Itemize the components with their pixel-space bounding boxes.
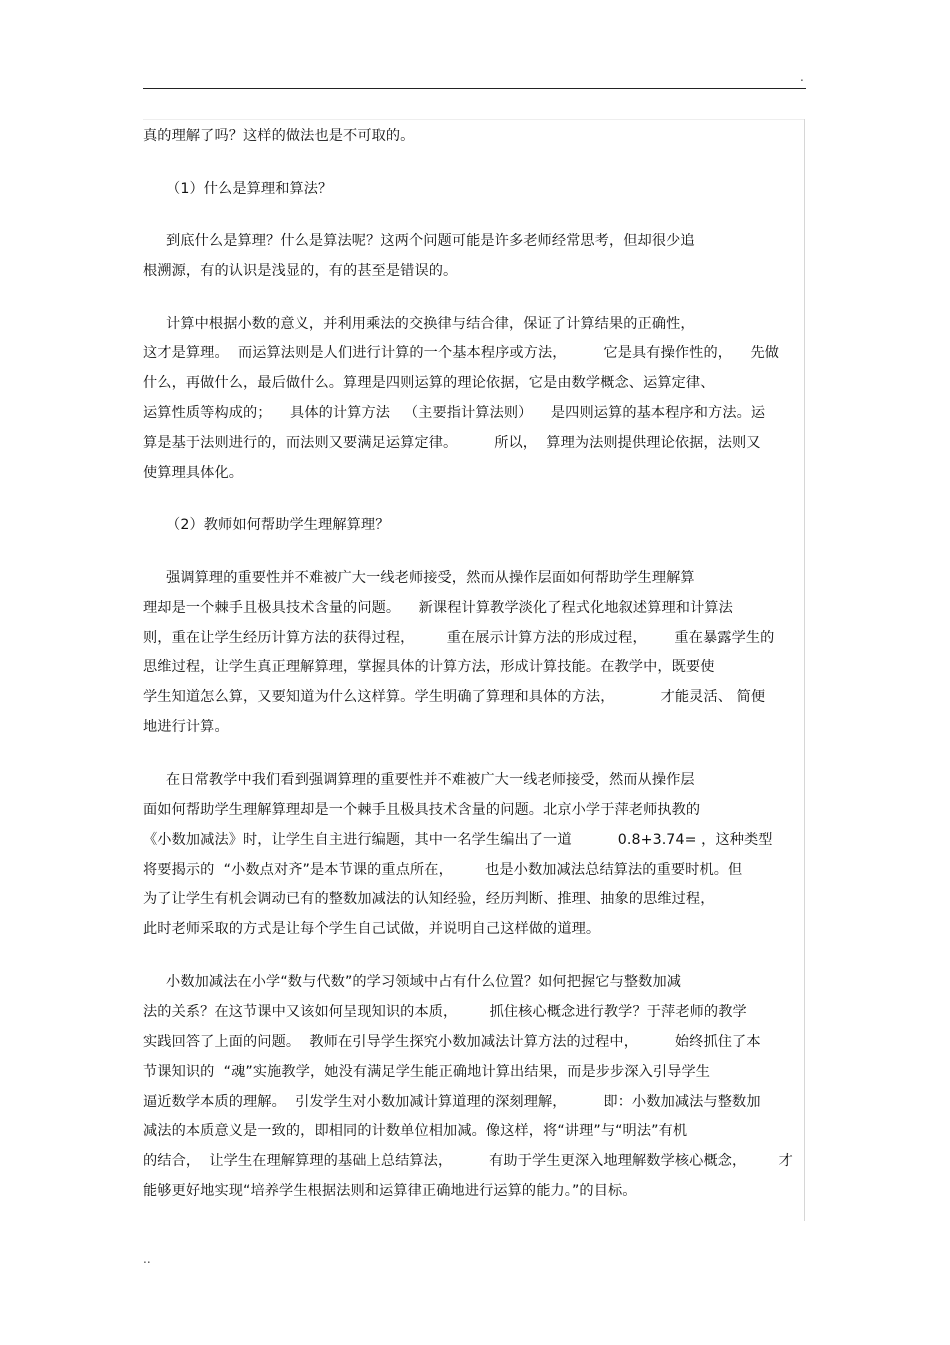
text-line: 强调算理的重要性并不难被广大一线老师接受，然而从操作层面如何帮助学生理解算 [143,570,695,586]
section-heading: （1）什么是算理和算法？ [143,181,333,197]
text-line: 地进行计算。 [143,719,229,735]
content-frame-right [804,119,805,1221]
text-line: 小数加减法在小学“数与代数”的学习领域中占有什么位置？如何把握它与整数加减 [143,974,682,990]
text-line: 真的理解了吗？这样的做法也是不可取的。 [143,128,415,144]
header-rule [143,88,806,89]
text-line: 减法的本质意义是一致的，即相同的计数单位相加减。像这样，将“讲理”与“明法”有机 [143,1123,688,1139]
text-line: 运算性质等构成的； 具体的计算方法 （主要指计算法则） 是四则运算的基本程序和方法。运 [143,405,766,421]
text-line: 理却是一个棘手且极具技术含量的问题。 新课程计算教学淡化了程式化地叙述算理和计算法 [143,600,733,616]
text-line: 为了让学生有机会调动已有的整数加减法的认知经验，经历判断、推理、抽象的思维过程， [143,891,715,907]
text-line: 这才是算理。 而运算法则是人们进行计算的一个基本程序或方法， 它是具有操作性的， 先做 [143,345,780,361]
text-line: 则，重在让学生经历计算方法的获得过程， 重在展示计算方法的形成过程， 重在暴露学生的 [143,630,775,646]
text-line: 学生知道怎么算，又要知道为什么这样算。学生明确了算理和具体的方法， 才能灵活、 简便 [143,689,766,705]
text-line: 法的关系？在这节课中又该如何呈现知识的本质， 抓住核心概念进行教学？于萍老师的教学 [143,1004,747,1020]
text-line: 算是基于法则进行的，而法则又要满足运算定律。 所以， 算理为法则提供理论依据，法则又 [143,435,761,451]
text-line: 节课知识的 “魂”实施教学，她没有满足学生能正确地计算出结果，而是步步深入引导学生 [143,1064,711,1080]
text-line: 此时老师采取的方式是让每个学生自己试做，并说明自己这样做的道理。 [143,921,601,937]
text-line: 《小数加减法》时，让学生自主进行编题，其中一名学生编出了一道 0.8+3.74= ，这种类型 [143,832,773,848]
text-line: 能够更好地实现“培养学生根据法则和运算律正确地进行运算的能力。”的目标。 [143,1183,637,1199]
content-frame-top [143,119,805,120]
text-line: 根溯源，有的认识是浅显的，有的甚至是错误的。 [143,263,458,279]
text-line: 的结合， 让学生在理解算理的基础上总结算法， 有助于学生更深入地理解数学核心概念， 才 [143,1153,793,1169]
footer-marker: .. [143,1252,151,1266]
text-line: 什么，再做什么，最后做什么。算理是四则运算的理论依据，它是由数学概念、运算定律、 [143,375,715,391]
header-marker: . [800,70,804,84]
text-line: 到底什么是算理？什么是算法呢？这两个问题可能是许多老师经常思考，但却很少追 [143,233,695,249]
text-line: 计算中根据小数的意义，并利用乘法的交换律与结合律，保证了计算结果的正确性， [143,316,695,332]
text-line: 将要揭示的 “小数点对齐”是本节课的重点所在， 也是小数加减法总结算法的重要时机。但 [143,862,743,878]
text-line: 实践回答了上面的问题。 教师在引导学生探究小数加减法计算方法的过程中， 始终抓住了本 [143,1034,761,1050]
text-line: 逼近数学本质的理解。 引发学生对小数加减计算道理的深刻理解， 即：小数加减法与整数加 [143,1094,761,1110]
text-line: 在日常教学中我们看到强调算理的重要性并不难被广大一线老师接受，然而从操作层 [143,772,695,788]
text-line: 思维过程，让学生真正理解算理，掌握具体的计算方法，形成计算技能。在教学中，既要使 [143,659,715,675]
section-heading: （2）教师如何帮助学生理解算理？ [143,517,390,533]
text-line: 面如何帮助学生理解算理却是一个棘手且极具技术含量的问题。北京小学于萍老师执教的 [143,802,701,818]
text-line: 使算理具体化。 [143,465,244,481]
